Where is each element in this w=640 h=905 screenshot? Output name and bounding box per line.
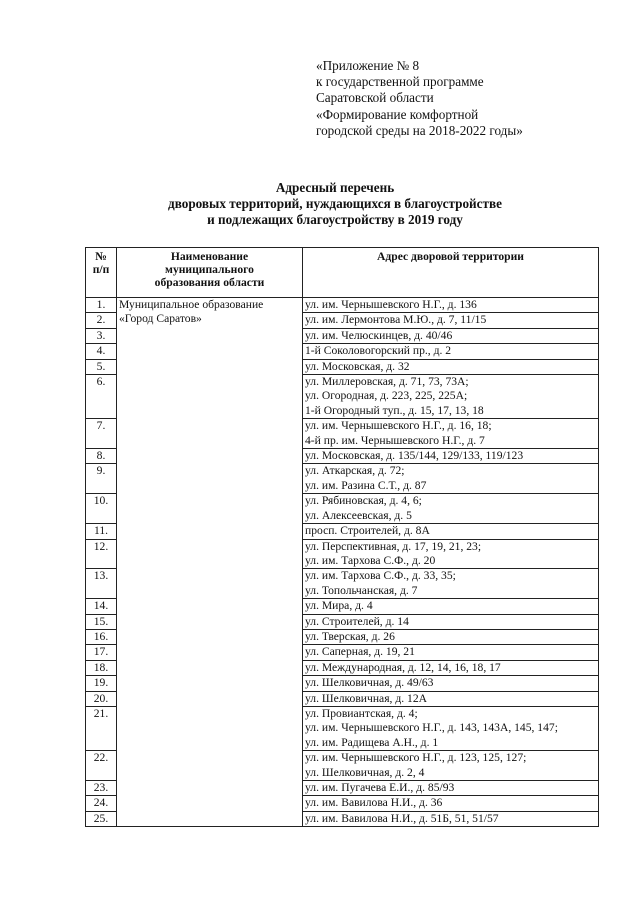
header-address: Адрес дворовой территории xyxy=(303,248,599,298)
address-cell xyxy=(303,781,599,796)
row-number: 20. xyxy=(86,691,117,706)
row-number: 24. xyxy=(86,796,117,811)
table-row xyxy=(86,298,599,313)
address-cell xyxy=(303,464,599,494)
address-line: ул. им. Вавилова Н.И., д. 36 xyxy=(305,796,443,810)
address-line: 4-й пр. им. Чернышевского Н.Г., д. 7 xyxy=(305,433,485,447)
address-cell xyxy=(303,524,599,539)
address-cell xyxy=(303,359,599,374)
address-line: ул. Московская, д. 135/144, 129/133, 119/123 xyxy=(305,449,524,463)
address-cell xyxy=(303,645,599,660)
address-line: ул. Перспективная, д. 17, 19, 21, 23; xyxy=(305,539,482,553)
address-cell xyxy=(303,449,599,464)
address-line: ул. Топольчанская, д. 7 xyxy=(305,583,418,597)
address-line: просп. Строителей, д. 8А xyxy=(305,524,430,538)
table-header-row xyxy=(86,248,599,298)
address-cell xyxy=(303,539,599,569)
address-cell xyxy=(303,344,599,359)
address-cell xyxy=(303,298,599,313)
row-number: 10. xyxy=(86,494,117,524)
address-line: ул. им. Вавилова Н.И., д. 51Б, 51, 51/57 xyxy=(305,811,499,825)
row-number: 13. xyxy=(86,569,117,599)
address-cell xyxy=(303,569,599,599)
row-number: 6. xyxy=(86,375,117,419)
row-number: 22. xyxy=(86,751,117,781)
row-number: 5. xyxy=(86,359,117,374)
address-cell xyxy=(303,599,599,614)
row-number: 23. xyxy=(86,781,117,796)
address-line: ул. Миллеровская, д. 71, 73, 73А; xyxy=(305,375,469,389)
title-line: Адресный перечень xyxy=(275,180,395,195)
address-line: ул. им. Лермонтова М.Ю., д. 7, 11/15 xyxy=(305,313,487,327)
address-cell xyxy=(303,494,599,524)
row-number: 9. xyxy=(86,464,117,494)
address-line: ул. Строителей, д. 14 xyxy=(305,614,409,628)
address-cell xyxy=(303,629,599,644)
address-line: ул. им. Чернышевского Н.Г., д. 143, 143А, 145, 147; xyxy=(305,721,558,735)
header-number: № п/п xyxy=(86,248,117,298)
address-line: 1-й Соколовогорский пр., д. 2 xyxy=(305,344,452,358)
address-line: ул. Московская, д. 32 xyxy=(305,359,410,373)
address-cell xyxy=(303,691,599,706)
address-line: ул. Аткарская, д. 72; xyxy=(305,464,405,478)
municipality-cell xyxy=(117,298,303,827)
address-cell xyxy=(303,419,599,449)
row-number: 11. xyxy=(86,524,117,539)
row-number: 1. xyxy=(86,298,117,313)
address-line: ул. Шелковичная, д. 49/63 xyxy=(305,676,434,690)
row-number: 12. xyxy=(86,539,117,569)
row-number: 4. xyxy=(86,344,117,359)
address-line: ул. Алексеевская, д. 5 xyxy=(305,508,412,522)
address-cell xyxy=(303,676,599,691)
address-cell xyxy=(303,614,599,629)
address-line: ул. им. Чернышевского Н.Г., д. 136 xyxy=(305,298,477,311)
address-line: 1-й Огородный туп., д. 15, 17, 13, 18 xyxy=(305,403,484,417)
municipality-line: «Город Саратов» xyxy=(119,312,202,326)
document-title xyxy=(90,180,580,228)
header-municipality: Наименование муниципального образования области xyxy=(117,248,303,298)
address-table xyxy=(85,247,599,827)
address-line: ул. Международная, д. 12, 14, 16, 18, 17 xyxy=(305,660,501,674)
annex-line: к государственной программе xyxy=(316,74,484,90)
address-cell xyxy=(303,706,599,750)
row-number: 15. xyxy=(86,614,117,629)
row-number: 16. xyxy=(86,629,117,644)
annex-line: городской среды на 2018-2022 годы» xyxy=(316,122,523,138)
row-number: 18. xyxy=(86,660,117,675)
address-line: ул. Провиантская, д. 4; xyxy=(305,706,418,720)
row-number: 14. xyxy=(86,599,117,614)
address-cell xyxy=(303,660,599,675)
address-cell xyxy=(303,796,599,811)
address-cell xyxy=(303,313,599,328)
row-number: 17. xyxy=(86,645,117,660)
annex-header xyxy=(316,58,523,139)
municipality-line: Муниципальное образование xyxy=(119,298,264,311)
address-line: ул. Рябиновская, д. 4, 6; xyxy=(305,494,422,508)
annex-line: «Формирование комфортной xyxy=(316,106,479,122)
address-cell xyxy=(303,375,599,419)
address-cell xyxy=(303,811,599,826)
address-line: ул. Огородная, д. 223, 225, 225А; xyxy=(305,389,468,403)
address-line: ул. им. Челюскинцев, д. 40/46 xyxy=(305,328,453,342)
address-line: ул. Шелковичная, д. 12А xyxy=(305,691,427,705)
address-line: ул. Тверская, д. 26 xyxy=(305,629,395,643)
address-cell xyxy=(303,751,599,781)
row-number: 8. xyxy=(86,449,117,464)
address-line: ул. им. Разина С.Т., д. 87 xyxy=(305,478,427,492)
row-number: 21. xyxy=(86,706,117,750)
row-number: 19. xyxy=(86,676,117,691)
address-line: ул. Саперная, д. 19, 21 xyxy=(305,645,415,659)
address-line: ул. им. Тархова С.Ф., д. 33, 35; xyxy=(305,569,456,583)
annex-line: «Приложение № 8 xyxy=(316,58,420,73)
annex-line: Саратовской области xyxy=(316,90,434,106)
row-number: 2. xyxy=(86,313,117,328)
address-line: ул. им. Чернышевского Н.Г., д. 123, 125, 127; xyxy=(305,751,527,765)
address-line: ул. им. Радищева А.Н., д. 1 xyxy=(305,735,439,749)
title-line: дворовых территорий, нуждающихся в благоустройстве xyxy=(168,196,502,211)
address-line: ул. Шелковичная, д. 2, 4 xyxy=(305,765,425,779)
row-number: 7. xyxy=(86,419,117,449)
address-line: ул. им. Чернышевского Н.Г., д. 16, 18; xyxy=(305,419,492,433)
address-line: ул. им. Пугачева Е.И., д. 85/93 xyxy=(305,781,455,794)
row-number: 25. xyxy=(86,811,117,826)
title-line: и подлежащих благоустройству в 2019 году xyxy=(207,212,463,227)
address-line: ул. им. Тархова С.Ф., д. 20 xyxy=(305,553,436,567)
address-cell xyxy=(303,328,599,343)
address-line: ул. Мира, д. 4 xyxy=(305,599,373,613)
row-number: 3. xyxy=(86,328,117,343)
